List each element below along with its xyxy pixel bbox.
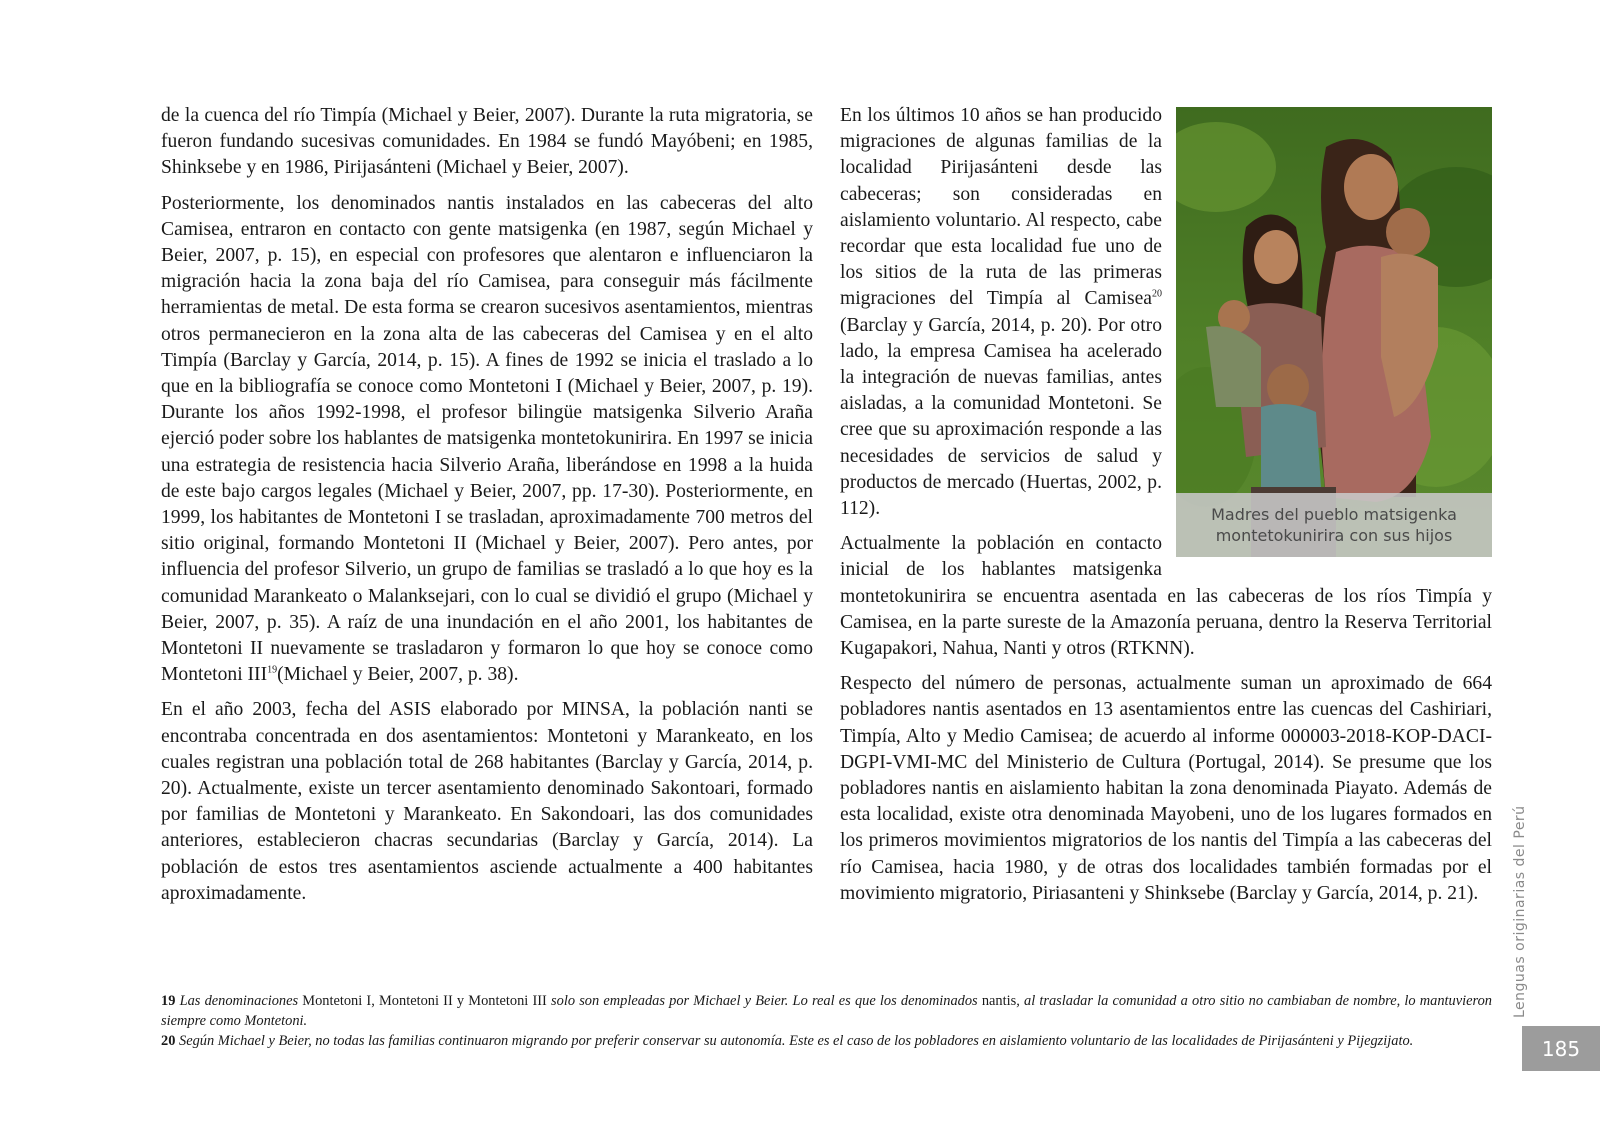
footnote-19-number: 19 [161, 993, 176, 1009]
book-title-side-label: Lenguas originarias del Perú [1512, 805, 1528, 1018]
left-column [161, 103, 813, 916]
footnote-ref-20[interactable]: 20 [1152, 288, 1162, 300]
footnotes [161, 991, 1492, 1051]
footnote-19-part-e: , al trasladar la comunidad a otro sitio no cambiaban de nombre, lo mantuvieron siempre como Montetoni. [161, 993, 1492, 1029]
left-paragraph-2-tail: (Michael y Beier, 2007, p. 38). [277, 664, 519, 686]
footnote-ref-19[interactable]: 19 [267, 664, 278, 676]
right-paragraph-1-tail: (Barclay y García, 2014, p. 20). Por otro lado, la empresa Camisea ha acelerado la integración de nuevas familias, antes aisladas, a la comunidad Montetoni. Se cree que su aproximación responde a las necesidades de servicios de salud y productos de mercado (Huertas, 2002, p. 112). [840, 314, 1162, 520]
photo-figure [1176, 107, 1492, 557]
footnote-19-part-c: solo son empleadas por Michael y Beier. Lo real es que los denominados [551, 993, 978, 1009]
footnote-19 [161, 991, 1492, 1031]
left-paragraph-1: de la cuenca del río Timpía (Michael y Beier, 2007). Durante la ruta migratoria, se fueron fundando sucesivas comunidades. En 1984 se fundó Mayóbeni; en 1985, Shinksebe y en 1986, Pirijasánteni (Michael y Beier, 2007). [161, 105, 813, 179]
footnote-20-text: Según Michael y Beier, no todas las familias continuaron migrando por preferir conservar su autonomía. Este es el caso de los pobladores en aislamiento voluntario de las localidades de Pirijasánteni y Pijegzijato. [179, 1033, 1414, 1049]
footnote-20 [161, 1031, 1492, 1051]
right-paragraph-1-text: En los últimos 10 años se han producido migraciones de algunas familias de la localidad Pirijasánteni desde las cabeceras; son consideradas en aislamiento voluntario. Al respecto, cabe recordar que esta localidad fue uno de los sitios de la ruta de las primeras migraciones del Timpía al Camisea [840, 105, 1162, 310]
photo-caption [1176, 493, 1492, 557]
footnote-19-part-a: Las denominaciones [179, 993, 299, 1009]
photo-caption-line-2: montetokunirira con sus hijos [1215, 526, 1453, 545]
left-paragraph-2 [161, 191, 813, 689]
left-paragraph-3: En el año 2003, fecha del ASIS elaborado por MINSA, la población nanti se encontraba concentrada en dos asentamientos: Montetoni y Marankeato, en los cuales registran una población total de 268 habitantes (Barclay y García, 2014, p. 20). Actualmente, existe un tercer asentamiento denominado Sakontoari, formado por familias de Montetoni y Marankeato. En Sakondoari, las dos comunidades anteriores, establecieron chacras secundarias (Barclay y García, 2014). La población de estos tres asentamientos asciende actualmente a 400 habitantes aproximadamente. [161, 699, 813, 904]
page-number: 185 [1522, 1026, 1600, 1071]
footnote-19-part-d: nantis [981, 993, 1017, 1009]
photo-caption-line-1: Madres del pueblo matsigenka [1211, 505, 1457, 524]
right-column [840, 103, 1492, 916]
right-paragraph-2: Actualmente la población en contacto inicial de los hablantes matsigenka montetokunirira se encuentra asentada en las cabeceras de los ríos Timpía y Camisea, en la parte sureste de la Amazonía peruana, dentro la Reserva Territorial Kugapakori, Nahua, Nanti y otros (RTKNN). [840, 533, 1492, 660]
right-paragraph-3: Respecto del número de personas, actualmente suman un aproximado de 664 pobladores nantis asentados en 13 asentamientos entre las cuencas del Cashiriari, Timpía, Alto y Medio Camisea; de acuerdo al informe 000003-2018-KOP-DACI-DGPI-VMI-MC del Ministerio de Cultura (Portugal, 2014). Se presume que los pobladores nantis en aislamiento habitan la zona denominada Piayato. Además de esta localidad, existe otra denominada Mayobeni, uno de los lugares formados en los primeros movimientos migratorios de los nantis del Timpía a las cabeceras del río Camisea, hacia 1980, y de otras dos localidades también formadas por el movimiento migratorio, Piriasanteni y Shinksebe (Barclay y García, 2014, p. 21). [840, 673, 1492, 904]
photo-mothers-with-children [1176, 107, 1492, 557]
left-paragraph-2-text: Posteriormente, los denominados nantis instalados en las cabeceras del alto Camisea, entraron en contacto con gente matsigenka (en 1987, según Michael y Beier, 2007, p. 15), en especial con profesores que alentaron e influenciaron la migración hacia la zona baja del río Camisea, para conseguir más fácilmente herramientas de metal. De esta forma se crearon sucesivos asentamientos, mientras otros permanecieron en la zona alta de las cabeceras del Camisea y en el alto Timpía (Barclay y García, 2014, p. 15). A fines de 1992 se inicia el traslado a lo que en la bibliografía se conoce como Montetoni I (Michael y Beier, 2007, p. 19). Durante los años 1992-1998, el profesor bilingüe matsigenka Silverio Araña ejerció poder sobre los hablantes de matsigenka montetokunirira. En 1997 se inicia una estrategia de resistencia hacia Silverio Araña, liberándose en 1998 a la huida de este bajo cargos legales (Michael y Beier, 2007, pp. 17-30). Posteriormente, en 1999, los habitantes de Montetoni I se trasladan, aproximadamente 700 metros del sitio original, formando Montetoni II (Michael y Beier, 2007). Pero antes, por influencia del profesor Silverio, un grupo de familias se trasladó a lo que hoy es la comunidad Marankeato o Malanksejari, con lo cual se dividió el grupo (Michael y Beier, 2007, p. 35). A raíz de una inundación en el año 2001, los habitantes de Montetoni II nuevamente se trasladaron y formaron lo que hoy se conoce como Montetoni III [161, 192, 813, 686]
footnote-20-number: 20 [161, 1033, 176, 1049]
footnote-19-part-b: Montetoni I, Montetoni II y Montetoni III [302, 993, 547, 1009]
